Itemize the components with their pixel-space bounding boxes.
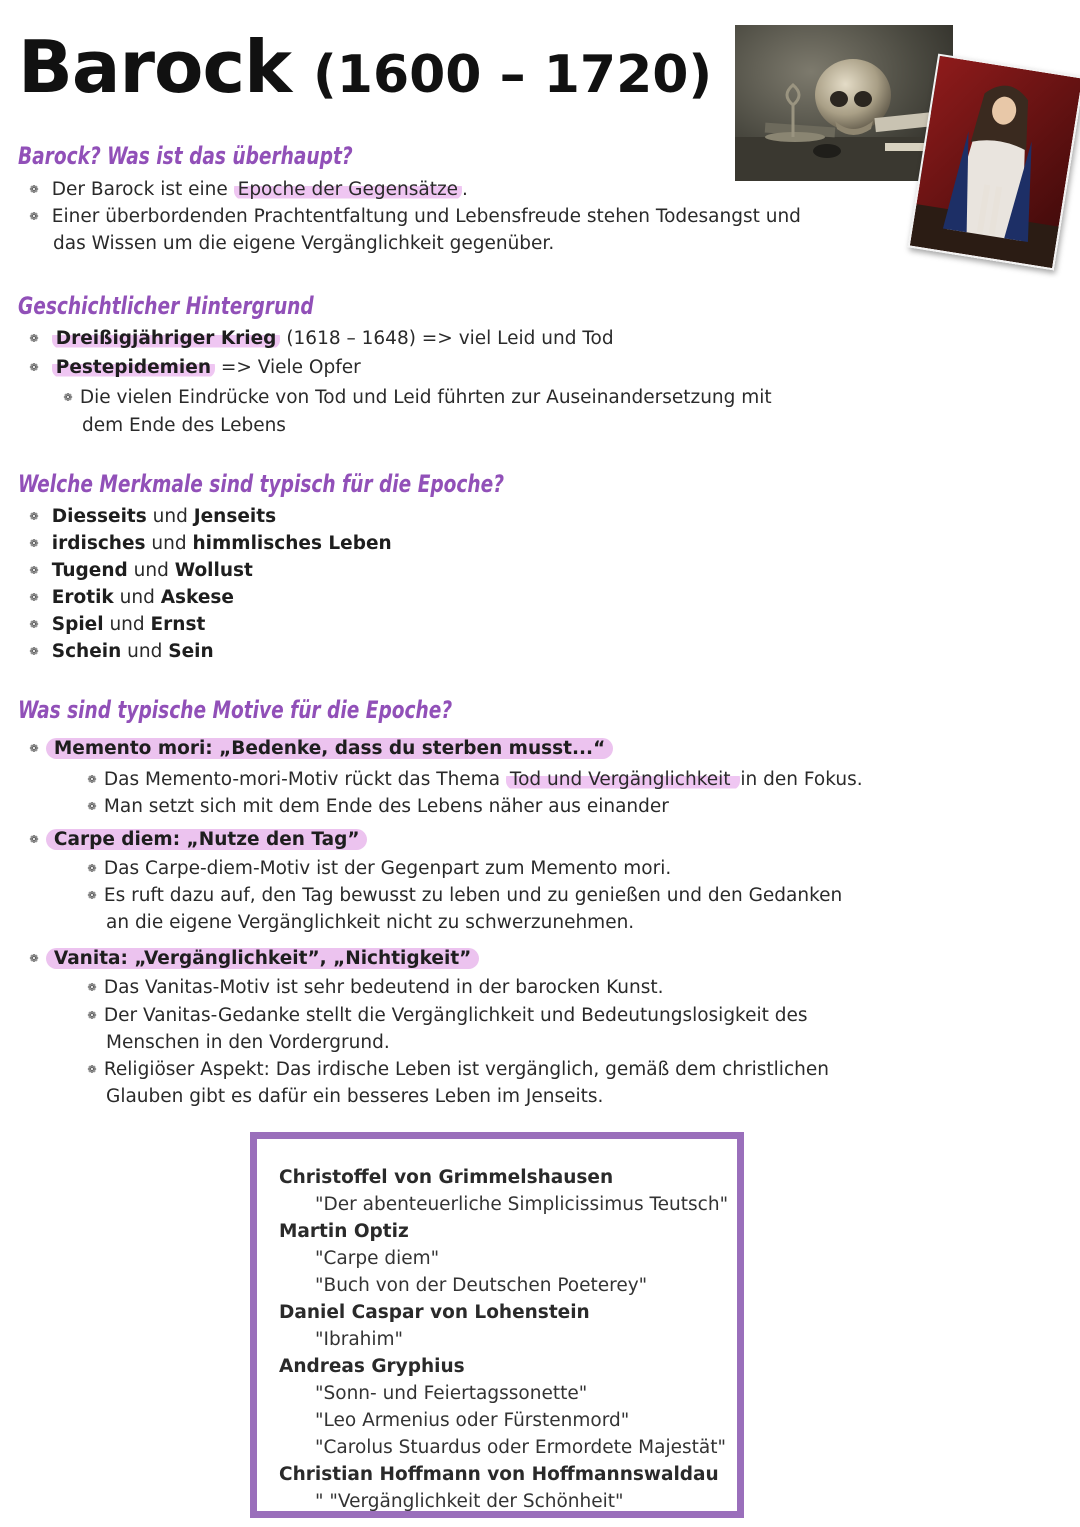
bullet-icon: ❁ <box>87 1063 97 1076</box>
authors-box <box>250 1132 744 1518</box>
list-item: ❁ Tugend und Wollust <box>29 560 253 581</box>
work-title: "Sonn- und Feiertagssonette" <box>315 1383 588 1404</box>
king-portrait-image <box>908 54 1080 271</box>
bullet-icon: ❁ <box>87 1009 97 1022</box>
sub-list-item: ❁ Das Vanitas-Motiv ist sehr bedeutend in der barocken Kunst. <box>87 977 664 998</box>
highlight-text: Pestepidemien <box>52 357 215 378</box>
author-name: Christian Hoffmann von Hoffmannswaldau <box>279 1464 719 1485</box>
bullet-icon: ❁ <box>29 183 39 196</box>
author-name: Christoffel von Grimmelshausen <box>279 1167 614 1188</box>
sub-list-item: ❁ Religiöser Aspekt: Das irdische Leben ist vergänglich, gemäß dem christlichen <box>87 1059 829 1080</box>
bullet-icon: ❁ <box>87 981 97 994</box>
author-name: Martin Optiz <box>279 1221 409 1242</box>
list-item: ❁ Einer überbordenden Prachtentfaltung und Lebensfreude stehen Todesangst und <box>29 206 801 227</box>
bullet-icon: ❁ <box>87 862 97 875</box>
list-item: ❁ Pestepidemien => Viele Opfer <box>29 357 361 378</box>
highlight-text: Dreißigjähriger Krieg <box>52 328 281 349</box>
sub-list-item: ❁ Das Carpe-diem-Motiv ist der Gegenpart zum Memento mori. <box>87 858 672 879</box>
author-name: Daniel Caspar von Lohenstein <box>279 1302 590 1323</box>
sub-list-item: ❁ Das Memento-mori-Motiv rückt das Thema Tod und Vergänglichkeit in den Fokus. <box>87 769 863 790</box>
bullet-icon: ❁ <box>29 833 39 846</box>
list-item: ❁ Erotik und Askese <box>29 587 234 608</box>
vanitas-painting-image <box>735 25 953 181</box>
bullet-icon: ❁ <box>29 952 39 965</box>
work-title: "Carpe diem" <box>315 1248 440 1269</box>
bullet-icon: ❁ <box>29 510 39 523</box>
bullet-icon: ❁ <box>29 210 39 223</box>
sub-list-item-continuation: Menschen in den Vordergrund. <box>106 1032 390 1053</box>
bullet-icon: ❁ <box>29 591 39 604</box>
list-item: ❁ irdisches und himmlisches Leben <box>29 533 392 554</box>
section-heading-motifs: Was sind typische Motive für die Epoche? <box>18 696 453 724</box>
motif-title-vanita: ❁ Vanita: „Vergänglichkeit”, „Nichtigkeit” <box>28 945 479 972</box>
work-title: "Buch von der Deutschen Poeterey" <box>315 1275 648 1296</box>
sub-list-item-continuation: Glauben gibt es dafür ein besseres Leben im Jenseits. <box>106 1086 604 1107</box>
sub-list-item-continuation: an die eigene Vergänglichkeit nicht zu schwerzunehmen. <box>106 912 635 933</box>
author-name: Andreas Gryphius <box>279 1356 465 1377</box>
work-title: "Der abenteuerliche Simplicissimus Teutsch" <box>315 1194 729 1215</box>
bullet-icon: ❁ <box>29 742 39 755</box>
bullet-icon: ❁ <box>29 332 39 345</box>
list-item: ❁ Diesseits und Jenseits <box>29 506 277 527</box>
bullet-icon: ❁ <box>63 391 73 404</box>
bullet-icon: ❁ <box>29 537 39 550</box>
list-item: ❁ Schein und Sein <box>29 641 214 662</box>
sub-list-item-continuation: dem Ende des Lebens <box>82 415 286 436</box>
list-item: ❁ Dreißigjähriger Krieg (1618 – 1648) => viel Leid und Tod <box>29 328 614 349</box>
title-main: Barock <box>18 25 291 109</box>
bullet-icon: ❁ <box>87 800 97 813</box>
highlight-text: Epoche der Gegensätze <box>234 179 462 200</box>
bullet-icon: ❁ <box>29 564 39 577</box>
list-item: ❁ Der Barock ist eine Epoche der Gegensätze . <box>29 179 468 200</box>
list-item: ❁ Spiel und Ernst <box>29 614 206 635</box>
sub-list-item: ❁ Es ruft dazu auf, den Tag bewusst zu leben und zu genießen und den Gedanken <box>87 885 843 906</box>
bullet-icon: ❁ <box>29 361 39 374</box>
bullet-icon: ❁ <box>29 618 39 631</box>
section-heading-barock: Barock? Was ist das überhaupt? <box>18 142 353 170</box>
work-title: "Leo Armenius oder Fürstenmord" <box>315 1410 630 1431</box>
section-heading-history: Geschichtlicher Hintergrund <box>18 292 314 320</box>
sub-list-item: ❁ Man setzt sich mit dem Ende des Lebens näher aus einander <box>87 796 669 817</box>
bullet-icon: ❁ <box>29 645 39 658</box>
title-years: (1600 – 1720) <box>313 45 713 105</box>
sub-list-item: ❁ Der Vanitas-Gedanke stellt die Vergänglichkeit und Bedeutungslosigkeit des <box>87 1005 808 1026</box>
work-title: "Carolus Stuardus oder Ermordete Majestät" <box>315 1437 726 1458</box>
highlight-text: Tod und Vergänglichkeit <box>506 769 741 790</box>
work-title: " "Vergänglichkeit der Schönheit" <box>315 1491 624 1512</box>
work-title: "Ibrahim" <box>315 1329 404 1350</box>
bullet-icon: ❁ <box>87 773 97 786</box>
motif-title-memento: ❁ Memento mori: „Bedenke, dass du sterben musst...“ <box>28 735 613 762</box>
list-item-continuation: das Wissen um die eigene Vergänglichkeit gegenüber. <box>53 233 555 254</box>
page-title <box>18 22 712 120</box>
sub-list-item: ❁ Die vielen Eindrücke von Tod und Leid führten zur Auseinandersetzung mit <box>63 387 772 408</box>
motif-title-carpe: ❁ Carpe diem: „Nutze den Tag” <box>28 826 367 853</box>
bullet-icon: ❁ <box>87 889 97 902</box>
section-heading-features: Welche Merkmale sind typisch für die Epoche? <box>18 470 505 498</box>
